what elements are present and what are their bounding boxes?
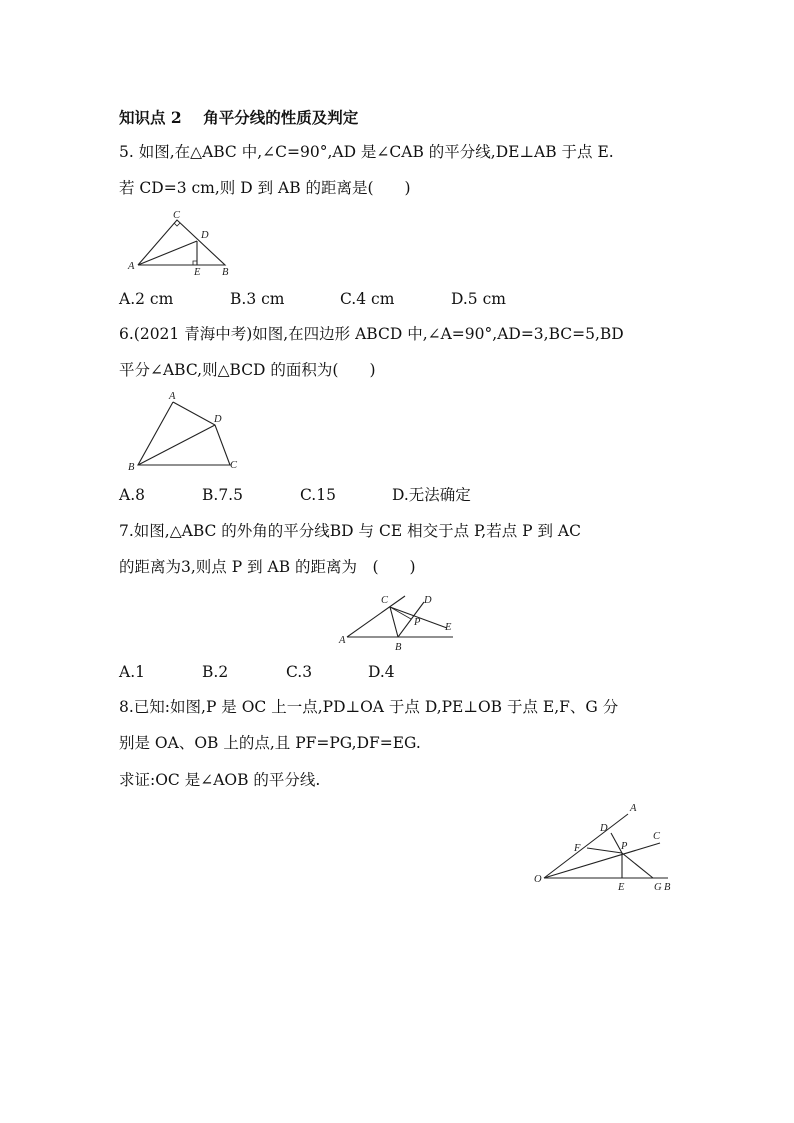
q8-segment-pg — [622, 853, 653, 878]
q7-text-line1: 7.如图,△ABC 的外角的平分线BD 与 CE 相交于点 P,若点 P 到 AC — [119, 522, 581, 540]
q5-text-line1: 5. 如图,在△ABC 中,∠C=90°,AD 是∠CAB 的平分线,DE⊥AB 于点 E. — [119, 143, 614, 161]
q7-label-e: E — [445, 622, 452, 633]
q8-segment-fp — [587, 848, 622, 853]
q7-label-d: D — [424, 595, 432, 606]
q5-right-angle-mark-e — [193, 261, 197, 265]
q8-label-d: D — [600, 823, 608, 834]
q5-label-b: B — [222, 267, 229, 278]
heading-number: 知识点 2 — [119, 108, 182, 127]
q7-option-c: C.3 — [286, 663, 313, 681]
q8-label-o: O — [534, 874, 542, 885]
q7-option-a: A.1 — [119, 663, 145, 681]
q6-text-line1: 6.(2021 青海中考)如图,在四边形 ABCD 中,∠A=90°,AD=3,BC=5,BD — [119, 325, 624, 343]
q6-option-b: B.7.5 — [202, 486, 243, 504]
q7-label-c: C — [381, 595, 389, 606]
q5-figure — [125, 207, 235, 279]
q8-text-line3: 求证:OC 是∠AOB 的平分线. — [119, 771, 321, 789]
q6-option-c: C.15 — [300, 486, 336, 504]
q7-option-b: B.2 — [202, 663, 229, 681]
q6-label-c: C — [230, 460, 238, 471]
heading-title: 角平分线的性质及判定 — [203, 108, 359, 127]
q6-figure — [125, 390, 250, 472]
q7-label-p: P — [414, 617, 421, 628]
q5-option-a: A.2 cm — [119, 290, 174, 308]
q6-label-b: B — [128, 462, 135, 473]
q8-figure — [530, 800, 680, 895]
q7-option-d: D.4 — [368, 663, 395, 681]
q5-text-line2: 若 CD=3 cm,则 D 到 AB 的距离是( ) — [119, 179, 411, 197]
q5-label-e: E — [194, 267, 201, 278]
q5-bisector-ad — [138, 241, 197, 265]
q8-label-p: P — [621, 841, 628, 852]
q7-label-a: A — [339, 635, 346, 646]
q5-label-a: A — [128, 261, 135, 272]
q6-label-d: D — [214, 414, 222, 425]
q5-triangle — [138, 220, 225, 265]
q5-option-d: D.5 cm — [451, 290, 506, 308]
q7-label-b: B — [395, 642, 402, 653]
q8-text-line2: 别是 OA、OB 上的点,且 PF=PG,DF=EG. — [119, 734, 421, 752]
q8-label-a: A — [630, 803, 637, 814]
q6-text-line2: 平分∠ABC,则△BCD 的面积为( ) — [119, 361, 376, 379]
q8-ray-oa — [544, 814, 628, 878]
q8-label-e: E — [618, 882, 625, 893]
section-heading — [119, 108, 358, 128]
q5-option-c: C.4 cm — [340, 290, 395, 308]
q8-label-f: F — [574, 843, 581, 854]
q6-label-a: A — [169, 391, 176, 402]
q5-label-c: C — [173, 210, 181, 221]
q5-label-d: D — [201, 230, 209, 241]
q7-text-line2: 的距离为3,则点 P 到 AB 的距离为 ( ) — [119, 558, 416, 576]
q5-option-b: B.3 cm — [230, 290, 285, 308]
q6-option-a: A.8 — [119, 486, 145, 504]
q7-figure — [335, 590, 460, 655]
q8-text-line1: 8.已知:如图,P 是 OC 上一点,PD⊥OA 于点 D,PE⊥OB 于点 E,F、G 分 — [119, 698, 619, 716]
q8-label-c: C — [653, 831, 661, 842]
q8-label-g: G — [654, 882, 662, 893]
q6-quadrilateral — [138, 402, 230, 465]
q8-label-b: B — [664, 882, 671, 893]
q8-ray-oc — [544, 843, 660, 878]
q7-side-cb — [390, 607, 398, 637]
q6-option-d: D.无法确定 — [392, 486, 471, 504]
q5-right-angle-mark-c — [174, 223, 180, 226]
